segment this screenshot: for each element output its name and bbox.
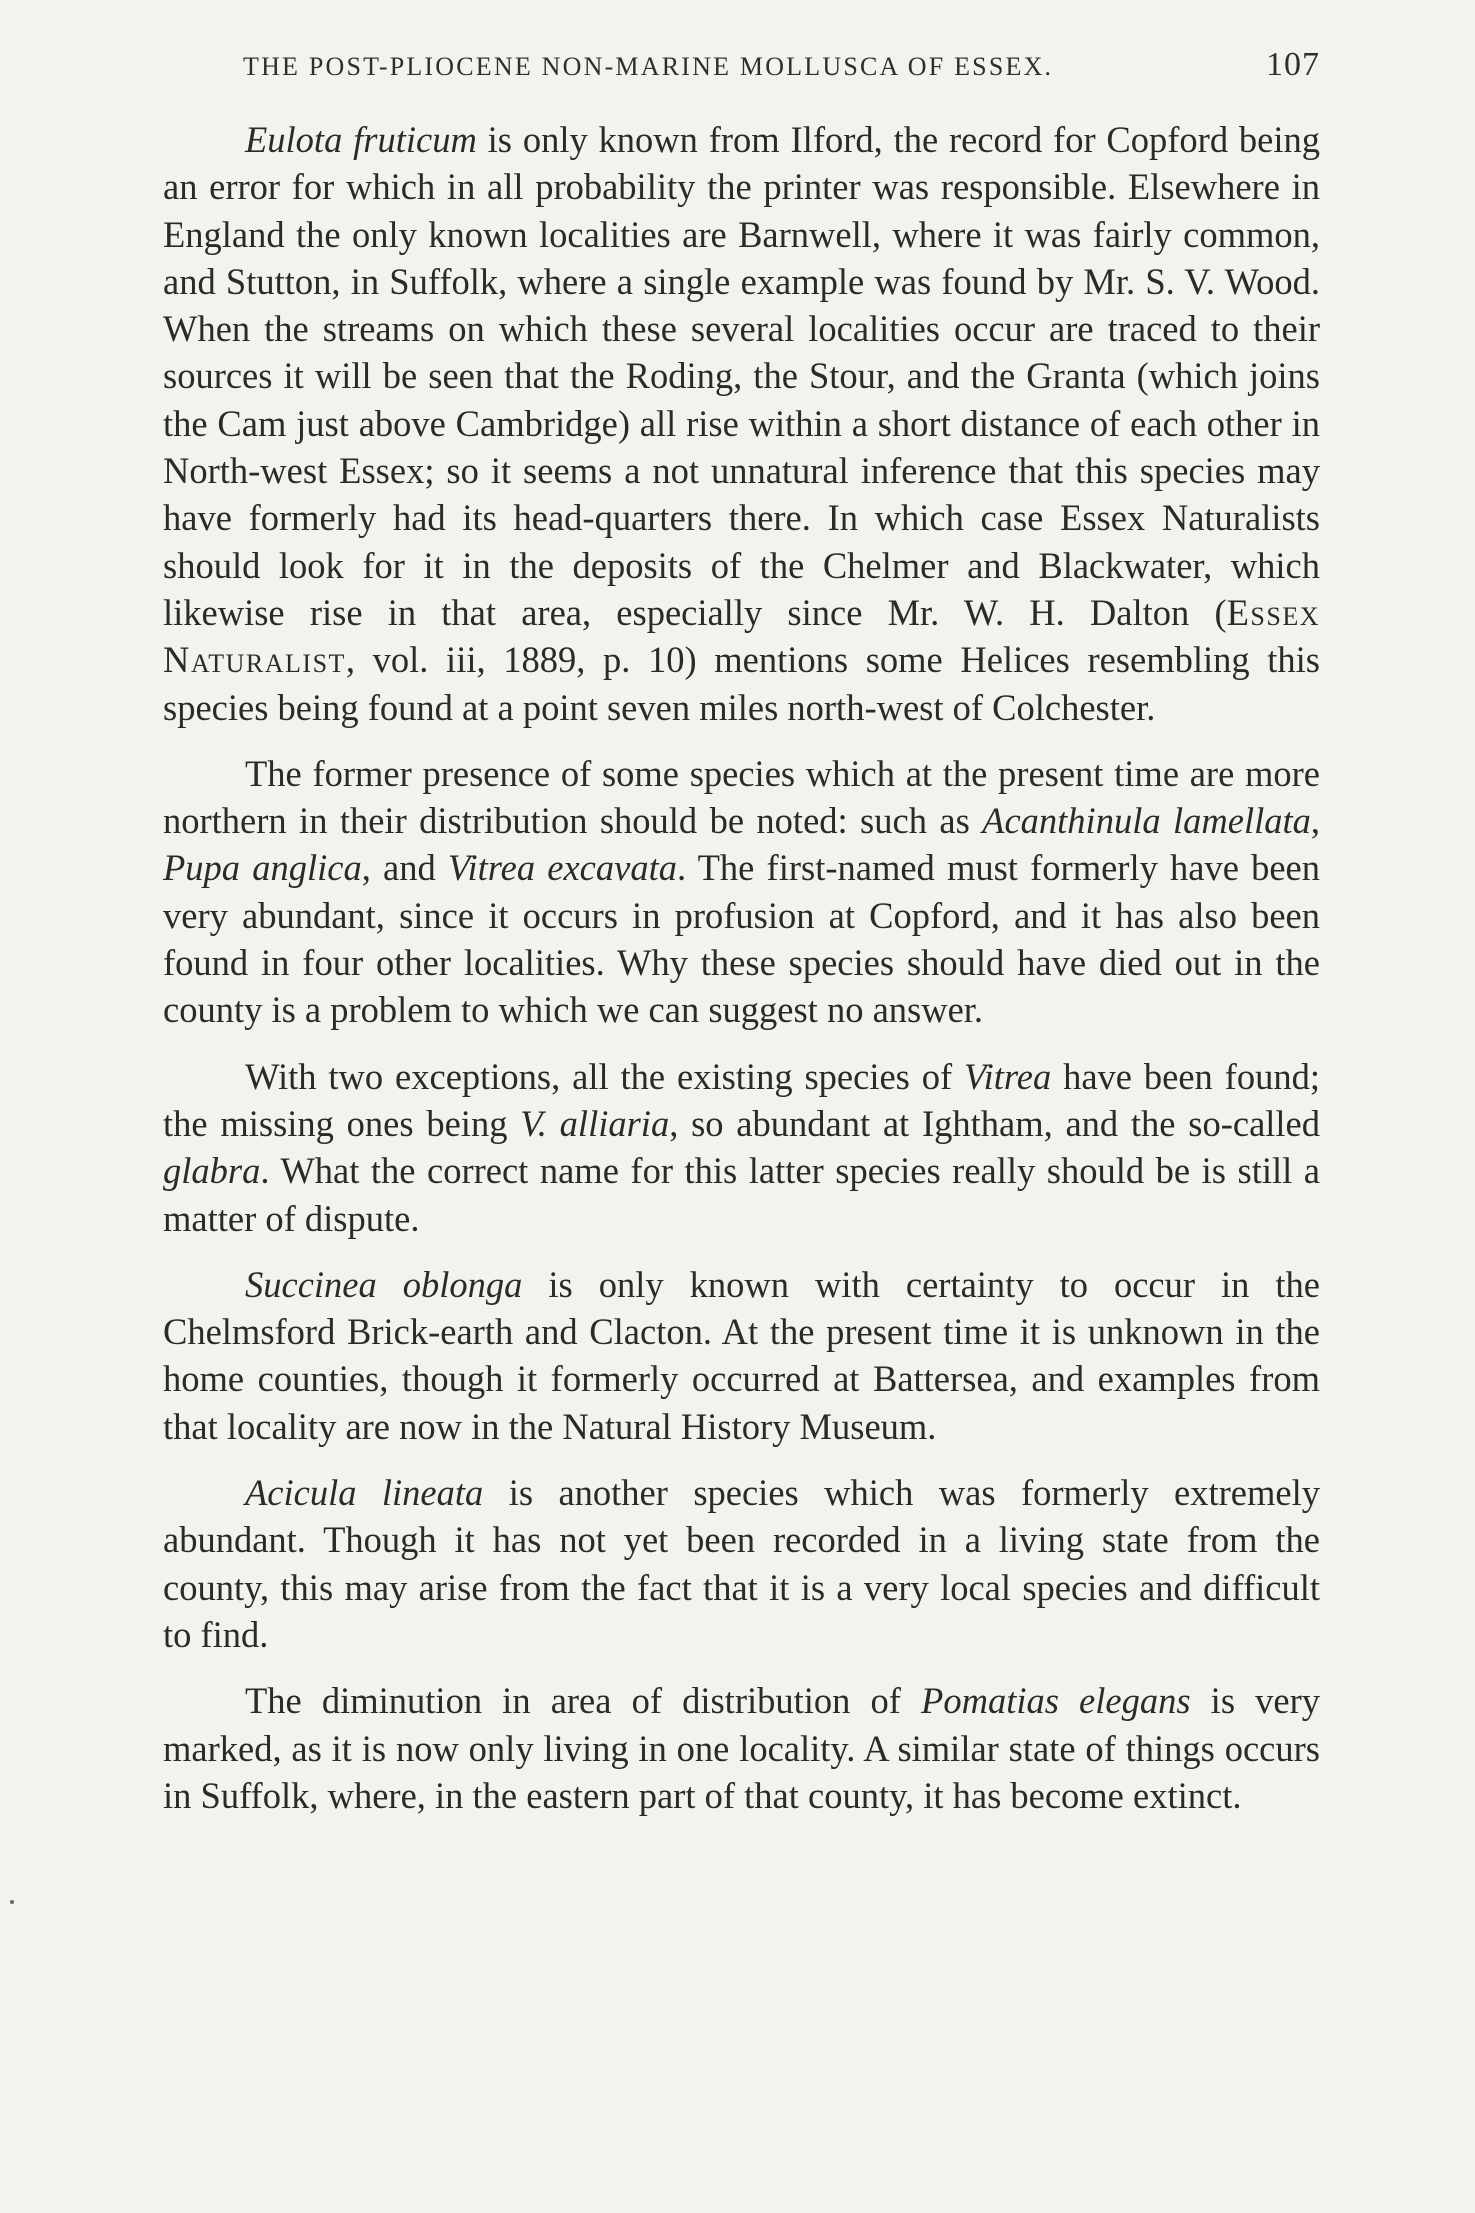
paragraph-text: , and — [361, 847, 448, 889]
paragraph-acicula-lineata — [163, 1469, 1320, 1658]
paragraph-eulota-fruticum — [163, 116, 1320, 731]
paragraph-succinea-oblonga — [163, 1261, 1320, 1450]
species-name: Pupa anglica — [163, 847, 362, 889]
paragraph-text: With two exceptions, all the existing species of — [245, 1055, 965, 1097]
paragraph-text: . What the correct name for this latter species really should be is still a matter of dispute. — [163, 1150, 1320, 1239]
species-name: Eulota fruticum — [245, 119, 477, 160]
paragraph-text: is only known with certainty to occur in the Chelmsford Brick-earth and Clacton. At the present time it is unknown in the home counties, though it formerly occurred at Battersea, and examples from that locality are now in the Natural History Museum. — [163, 1263, 1320, 1447]
species-name: Pomatias elegans — [921, 1680, 1191, 1722]
journal-name: Essex Naturalist — [163, 591, 1320, 681]
species-name: Vitrea — [964, 1055, 1052, 1097]
paragraph-pomatias-elegans — [163, 1677, 1320, 1819]
body-text — [163, 116, 1320, 1819]
paragraph-text: is very marked, as it is now only living in one locality. A similar state of things occurs in Suffolk, where, in the eastern part of that county, it has become extinct. — [163, 1680, 1320, 1816]
species-name: Acicula lineata — [245, 1472, 484, 1514]
page-number: 107 — [1266, 46, 1320, 83]
paragraph-text: have been found; the missing ones being — [163, 1055, 1320, 1144]
paper-speck — [10, 1900, 14, 1904]
paragraph-text: . The first-named must formerly have been very abundant, since it occurs in profusion at Copford, and it has also been found in four other localities. Why these species should have died out in the county is a problem to which we can suggest no answer. — [163, 847, 1320, 1031]
species-name: Acanthinula lamellata — [982, 800, 1311, 842]
species-name: Succinea oblonga — [245, 1263, 523, 1305]
species-name: Vitrea excavata — [447, 847, 677, 889]
paragraph-text: The diminution in area of distribution of — [245, 1680, 922, 1722]
paragraph-text: The former presence of some species which at the present time are more northern in their distribution should be noted: such as — [163, 752, 1320, 842]
paragraph-text: is only known from Ilford, the record for Copford being an error for which in all probability the printer was responsible. Elsewhere in England the only known localities are Barnwell, where it was fairly common, and Stutton, in Suffolk, where a single example was found by Mr. S. V. Wood. When the streams on which these several localities occur are traced to their sources it will be seen that the Roding, the Stour, and the Granta (which joins the Cam just above Cambridge) all rise within a short distance of each other in North-west Essex; so it seems a not unnatural inference that this species may have formerly had its head-quarters there. In which case Essex Naturalists should look for it in the deposits of the Chelmer and Blackwater, which likewise rise in that area, especially since Mr. W. H. Dalton ( — [163, 119, 1320, 633]
paragraph-vitrea — [163, 1053, 1320, 1242]
paragraph-text: , so abundant at Ightham, and the so-called — [669, 1102, 1321, 1144]
running-head — [163, 46, 1320, 86]
paragraph-text: , vol. iii, 1889, p. 10) mentions some Helices resembling this species being found at a point seven miles north-west of Colchester. — [163, 639, 1320, 728]
paragraph-text: , — [1310, 800, 1320, 842]
running-title: THE POST-PLIOCENE NON-MARINE MOLLUSCA OF ESSEX. — [243, 52, 1054, 81]
paragraph-text: is another species which was formerly extremely abundant. Though it has not yet been recorded in a living state from the county, this may arise from the fact that it is a very local species and difficult to find. — [163, 1472, 1320, 1655]
species-name: V. alliaria — [520, 1102, 670, 1144]
species-name: glabra — [163, 1150, 261, 1192]
paragraph-northern-species — [163, 750, 1320, 1034]
